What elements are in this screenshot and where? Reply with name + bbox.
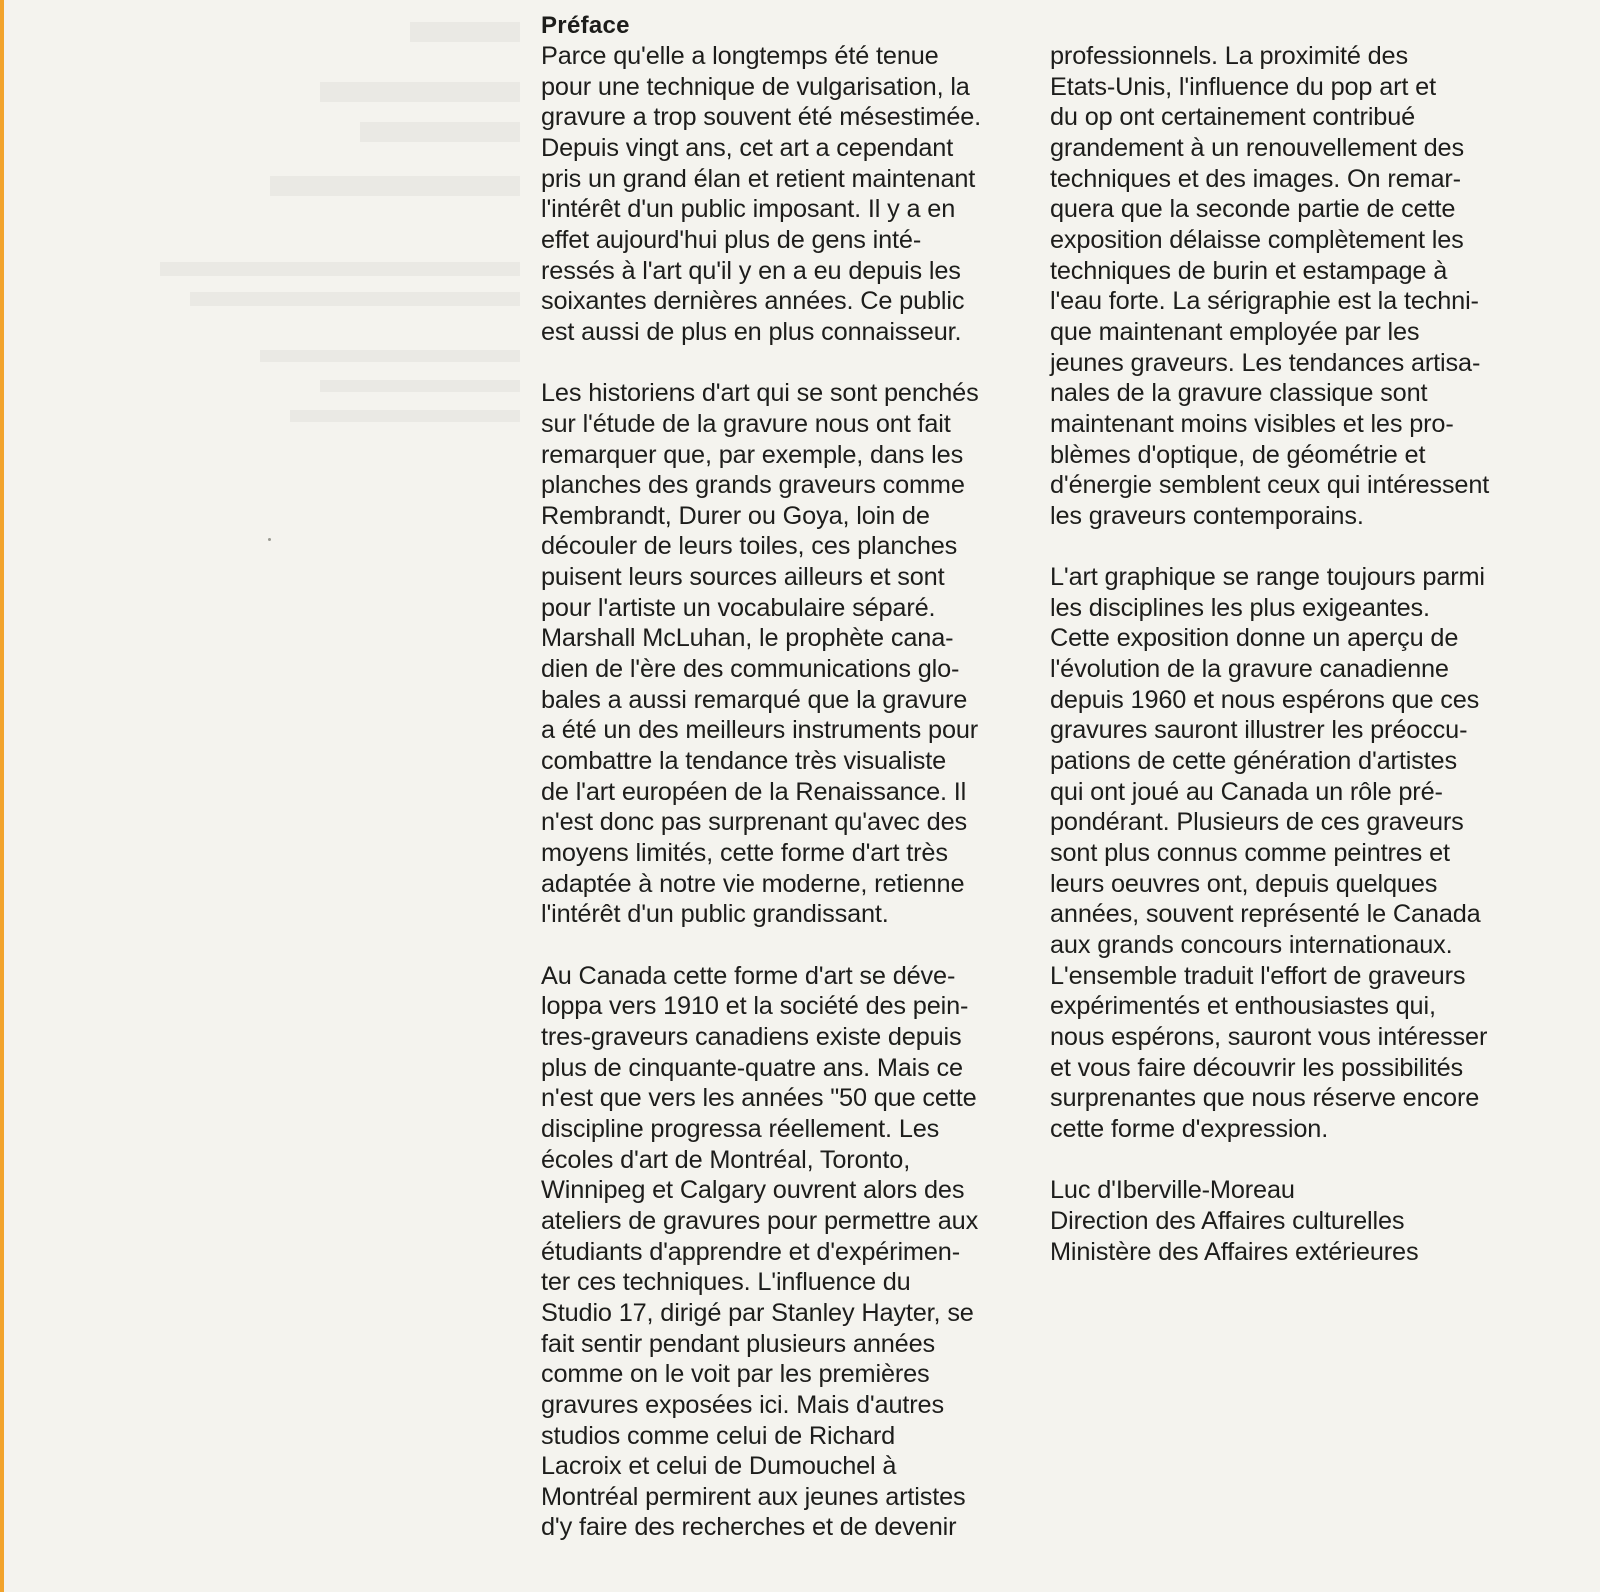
paragraph: L'art graphique se range toujours parmi les disciplines les plus exigeantes. Cette exposition donne un aperçu de l'évolution de la gravure canadienne depuis 1960 et nous espérons que ces gravures sauront illustrer les préoccu- pations de cette génération d'artistes qui ont joué au Canada un rôle pré- pondérant. Plusieurs de ces graveurs sont plus connus comme peintres et leurs oeuvres ont, depuis quelques années, souvent représenté le Canada aux grands concours internationaux. L'ensemble traduit l'effort de graveurs expérimentés et enthousiastes qui, nous espérons, sauront vous intéresser et vous faire découvrir les possibilités surprenantes que nous réserve encore cette forme d'expression. (1050, 563, 1488, 1143)
paragraph: Les historiens d'art qui se sont penchés sur l'étude de la gravure nous ont fait remarquer que, par exemple, dans les planches des grands graveurs comme Rembrandt, Durer ou Goya, loin de découler de leurs toiles, ces planches puisent leurs sources ailleurs et sont pour l'artiste un vocabulaire séparé. Marshall McLuhan, le prophète cana- dien de l'ère des communications glo- bales a aussi remarqué que la gravure a été un des meilleurs instruments pour combattre la tendance très visualiste de l'art européen de la Renaissance. Il n'est donc pas surprenant qu'avec des moyens limités, cette forme d'art très adaptée à notre vie moderne, retienne l'intérêt d'un public grandissant. (541, 379, 979, 929)
paper-speck (268, 538, 271, 541)
show-through-text (140, 0, 520, 470)
preface-right-column (1050, 41, 1540, 1267)
paragraph: professionnels. La proximité des Etats-Unis, l'influence du pop art et du op ont certainement contribué grandement à un renouvellement des techniques et des images. On remar- quera que la seconde partie de cette exposition délaisse complètement les techniques de burin et estampage à l'eau forte. La sérigraphie est la techni- que maintenant employée par les jeunes graveurs. Les tendances artisa- nales de la gravure classique sont maintenant moins visibles et les pro- blèmes d'optique, de géométrie et d'énergie semblent ceux qui intéressent les graveurs contemporains. (1050, 42, 1490, 530)
page-title: Préface (541, 12, 630, 39)
author-signature: Luc d'Iberville-Moreau Direction des Affaires culturelles Ministère des Affaires extérieures (1050, 1176, 1419, 1266)
paragraph: Parce qu'elle a longtemps été tenue pour une technique de vulgarisation, la gravure a trop souvent été mésestimée. Depuis vingt ans, cet art a cependant pris un grand élan et retient maintenant l'intérêt d'un public imposant. Il y a en effet aujourd'hui plus de gens inté- ressés à l'art qu'il y en a eu depuis les soixantes dernières années. Ce public est aussi de plus en plus connaisseur. (541, 42, 982, 346)
page-edge-accent (0, 0, 4, 1592)
paragraph: Au Canada cette forme d'art se déve- loppa vers 1910 et la société des pein- tres-graveurs canadiens existe depuis plus de cinquante-quatre ans. Mais ce n'est que vers les années "50 que cette discipline progressa réellement. Les écoles d'art de Montréal, Toronto, Winnipeg et Calgary ouvrent alors des ateliers de gravures pour permettre aux étudiants d'apprendre et d'expérimen- ter ces techniques. L'influence du Studio 17, dirigé par Stanley Hayter, se fait sentir pendant plusieurs années comme on le voit par les premières gravures exposées ici. Mais d'autres studios comme celui de Richard Lacroix et celui de Dumouchel à Montréal permirent aux jeunes artistes d'y faire des recherches et de devenir (541, 961, 979, 1542)
preface-left-column (541, 10, 1031, 1543)
